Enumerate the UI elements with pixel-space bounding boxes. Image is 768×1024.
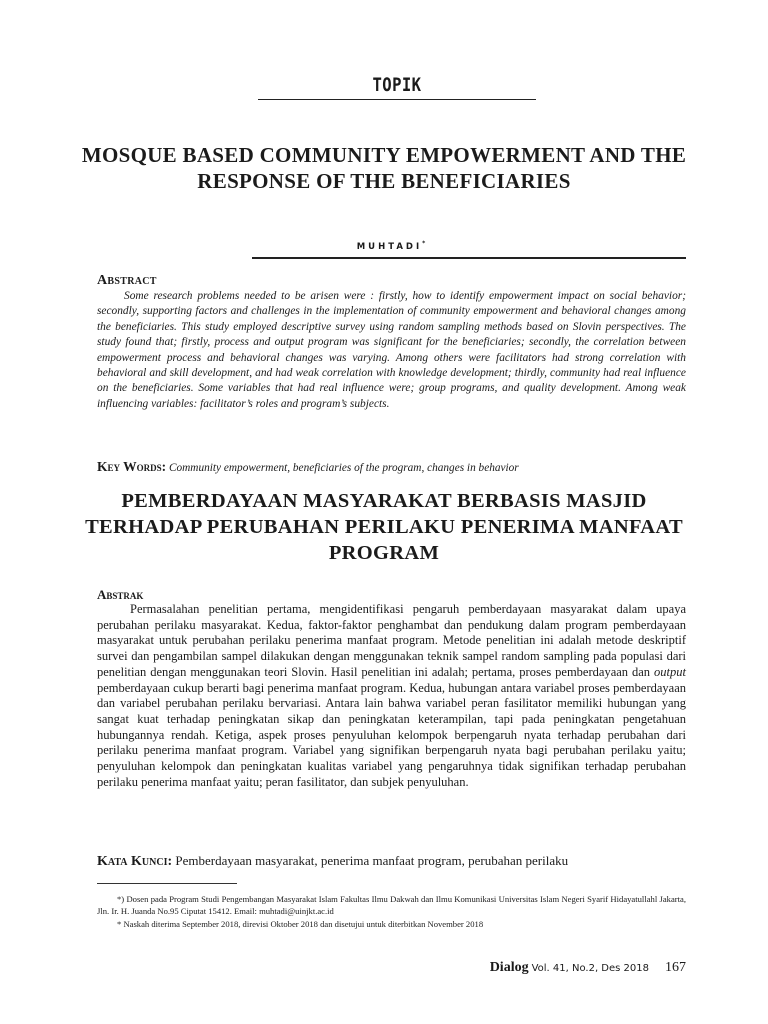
- article-title-indonesian: PEMBERDAYAAN MASYARAKAT BERBASIS MASJID TERHADAP PERUBAHAN PERILAKU PENERIMA MANFAAT PROGRAM: [85, 490, 683, 564]
- page-footer: [490, 960, 686, 976]
- article-title-english: MOSQUE BASED COMMUNITY EMPOWERMENT AND THE RESPONSE OF THE BENEFICIARIES: [81, 143, 687, 193]
- footnote-dates: * Naskah diterima September 2018, direvisi Oktober 2018 dan disetujui untuk diterbitkan November 2018: [117, 919, 484, 929]
- abstract-heading: Abstract: [97, 273, 157, 288]
- author-rule: [252, 257, 686, 259]
- kata-kunci-label: Kata Kunci:: [97, 854, 173, 869]
- page-number: 167: [665, 960, 686, 975]
- abstrak-text-italic: output: [654, 664, 686, 679]
- abstrak-text-2: pemberdayaan cukup berarti bagi penerima manfaat program. Kedua, hubungan antara variabel proses pemberdayaan dan variabel perubahan perilaku bervariasi. Antara lain bahwa variabel peran fasilitator memiliki hubungan yang sangat kuat terhadap peningkatan sikap dan peningkatan keterampilan, tapi pada peningkatan pengetahuan hubungannya rendah. Ketiga, aspek proses penyuluhan kelompok berpengaruh nyata terhadap perubahan dari perilaku penerima manfaat program. Variabel yang signifikan berpengaruh nyata bagi perubahan perilaku yaitu; penyuluhan kelompok dan peningkatan kualitas variabel yang pengaruhnya tidak signifikan terhadap perubahan perilaku penerima manfaat yaitu; peran fasilitator, dan subjek penyuluhan.: [97, 680, 686, 789]
- keywords-value: Community empowerment, beneficiaries of the program, changes in behavior: [168, 462, 519, 474]
- footnote-rule: [97, 883, 237, 884]
- kata-kunci: [97, 853, 697, 870]
- abstract-body: Some research problems needed to be arisen were : firstly, how to identify empowerment impact on social behavior; secondly, supporting factors and challenges in the implementation of community empowerment and behavioral changes among the beneficiaries. This study employed descriptive survey using random sampling methods based on Slovin perspectives. The study found that; firstly, process and output program was significant for the beneficiaries; secondly, the correlation between empowerment process and behavioral changes was varying. Among others were facilitators had strong correlation with behavioral and skill development, and had weak correlation with knowledge development; thirdly, community had real influence on the beneficiaries. Some variables that had real influence were; group programs, and quality development. Among weak influencing variables: facilitator’s roles and program’s subjects.: [97, 290, 686, 410]
- kata-kunci-value: Pemberdayaan masyarakat, penerima manfaat program, perubahan perilaku: [175, 853, 569, 868]
- journal-issue: Vol. 41, No.2, Des 2018: [531, 963, 649, 974]
- section-header: [258, 74, 536, 100]
- section-rule: [258, 99, 536, 101]
- keywords: [97, 459, 697, 475]
- section-label: TOPIK: [372, 74, 422, 96]
- keywords-label: Key Words:: [97, 459, 167, 474]
- journal-name: Dialog: [489, 960, 529, 975]
- abstrak-text-1: Permasalahan penelitian pertama, mengidentifikasi pengaruh pemberdayaan masyarakat dalam upaya perubahan perilaku masyarakat. Kedua, faktor-faktor penghambat dan pendukung dalam program pemberdayaan masyarakat untuk perubahan perilaku penerima manfaat program. Metode penelitian ini adalah metode deskriptif survei dan pengambilan sampel dilakukan dengan menggunakan teknik sampel random sampling pada populasi dari penelitian dengan menggunakan teori Slovin. Hasil penelitian ini adalah; pertama, proses pemberdayaan dan: [97, 602, 686, 679]
- abstrak-heading: Abstrak: [97, 587, 144, 602]
- author-footnote-mark: *: [422, 240, 426, 247]
- author-line: [96, 240, 686, 252]
- footnote-affiliation: *) Dosen pada Program Studi Pengembangan Masyarakat Islam Fakultas Ilmu Dakwah dan Ilmu Komunikasi Universitas Islam Negeri Syarif Hidayatullahl Jakarta, Jln. Ir. H. Juanda No.95 Ciputat 15412. Email: muhtadi@uinjkt.ac.id: [97, 894, 686, 916]
- abstrak-body: [97, 602, 686, 790]
- author-name: MUHTADI: [356, 241, 423, 252]
